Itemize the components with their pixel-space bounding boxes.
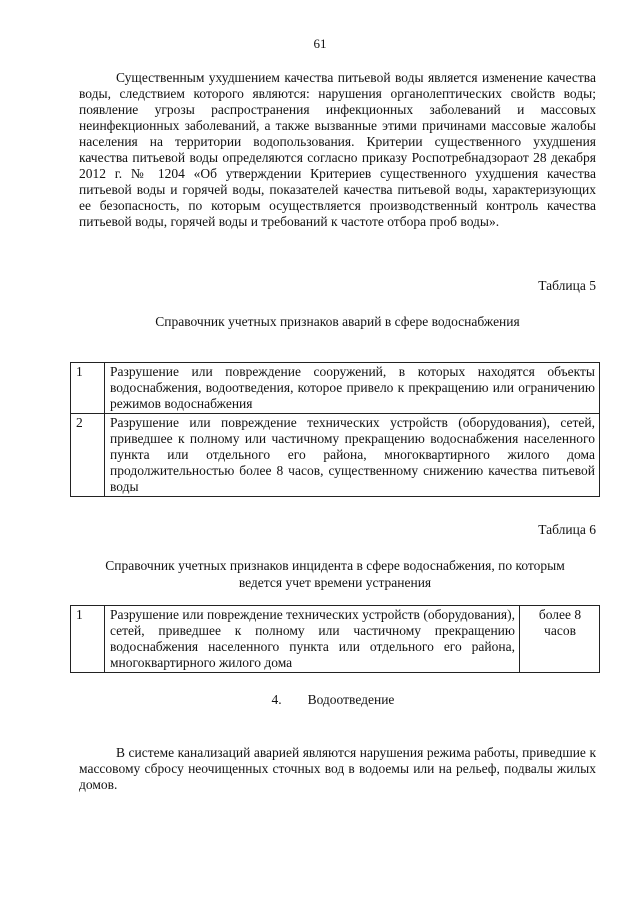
paragraph-water-quality-text: Существенным ухудшением качества питьевой воды является изменение качества воды, следствием которого являются: нарушения органолептических свойств воды; появление угрозы распространения инфекционных заболеваний и массовых неинфекционных заболеваний, а также вызванные этими причинами массовые жалобы населения на территории водопользования. Критерии существенного ухудшения качества питьевой воды определяются согласно приказу Роспотребнадзораот 28 декабря 2012 г. № 1204 «Об утверждении Критериев существенного ухудшения качества питьевой воды и горячей воды, показателей качества питьевой воды, характеризующих ее безопасность, по которым осуществляется производственный контроль качества питьевой воды, горячей воды и требований к частоте отбора проб воды». [79,70,596,229]
paragraph-sewerage-text: В системе канализаций аварией являются нарушения режима работы, приведшие к массовому сбросу неочищенных сточных вод в водоемы или на рельеф, подвалы жилых домов. [79,745,596,792]
table-cell-num: 2 [71,414,105,497]
table-5 [70,362,600,497]
table-6-title-line-1: Справочник учетных признаков инцидента в сфере водоснабжения, по которым [105,558,565,573]
table-6-title-line-2: ведется учет времени устранения [238,575,432,590]
table-6-title [70,557,600,591]
table-cell-duration: более 8 часов [520,606,600,673]
paragraph-water-quality [79,70,596,230]
table-row [71,363,600,414]
table-cell-text: Разрушение или повреждение сооружений, в которых находятся объекты водоснабжения, водоотведения, которое привело к прекращению или ограничению режимов водоснабжения [105,363,600,414]
section-title: Водоотведение [307,692,395,707]
table-row [71,606,600,673]
table-cell-num: 1 [71,363,105,414]
table-5-title: Справочник учетных признаков аварий в сфере водоснабжения [155,314,520,329]
table-6 [70,605,600,673]
table-6-label: Таблица 6 [538,522,596,537]
table-5-label: Таблица 5 [538,278,596,293]
table-cell-num: 1 [71,606,105,673]
table-cell-text: Разрушение или повреждение технических устройств (оборудования), сетей, приведшее к полному или частичному прекращению водоснабжения населенного пункта или отдельного его района, многоквартирного жилого дома продолжительностью более 8 часов, существенному снижению качества питьевой воды [105,414,600,497]
paragraph-sewerage [79,745,596,793]
table-row [71,414,600,497]
table-cell-text: Разрушение или повреждение технических устройств (оборудования), сетей, приведшее к полному или частичному прекращению водоснабжения населенного пункта или отдельного его района, многоквартирного жилого дома [105,606,520,673]
page-number: 61 [313,36,327,51]
section-number: 4. [271,692,282,707]
section-heading [0,692,640,708]
